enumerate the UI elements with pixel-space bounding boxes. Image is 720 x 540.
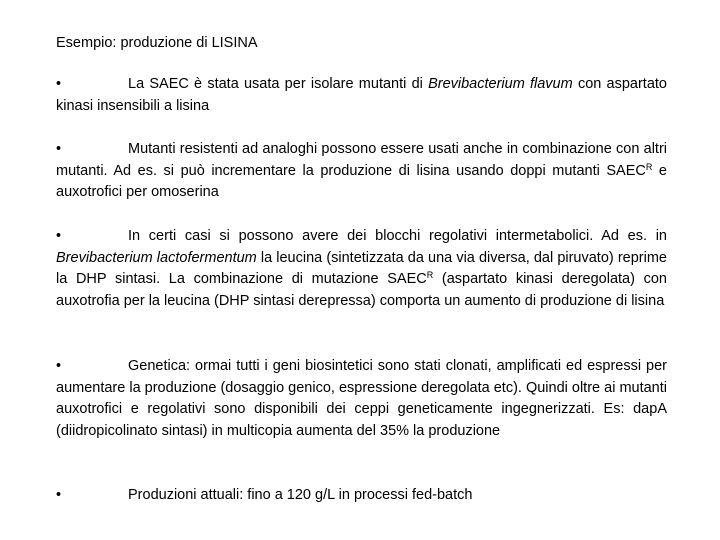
paragraph-text: Produzioni attuali: fino a 120 g/L in processi fed-batch [128, 487, 473, 503]
page-title: Esempio: produzione di LISINA [56, 35, 258, 51]
paragraph-text: la leucina (sintetizzata da una via diversa, dal piruvato) reprime la DHP sintasi. La combinazione di mutazione SAEC [56, 249, 667, 287]
paragraph-text: (aspartato kinasi deregolata) con auxotrofia per la leucina (DHP sintasi derepressa) comporta un aumento di produzione di lisina [56, 271, 667, 309]
paragraph-resistant-mutants [56, 139, 667, 204]
paragraph-text: La SAEC è stata usata per isolare mutanti di [128, 76, 429, 92]
superscript: R [426, 270, 434, 280]
paragraph-text: Genetica: ormai tutti i geni biosintetici sono stati clonati, amplificati ed espressi per aumentare la produzione (dosaggio genico, espressione deregolata etc). Quindi oltre ai mutanti auxotrofici e regolativi sono disponibili dei ceppi geneticamente ingegnerizzati. Es: dapA (diidropicolinato sintasi) in multicopia aumenta del 35% la produzione [56, 358, 667, 439]
paragraph-saec-isolation [56, 74, 667, 117]
superscript: R [645, 161, 653, 172]
bullet: • [56, 76, 62, 92]
paragraph-text: Mutanti resistenti ad analoghi possono essere usati anche in combinazione con altri mutanti. Ad es. si può incrementare la produzione di lisina usando doppi mutanti SAEC [56, 141, 667, 179]
bullet: • [56, 228, 62, 244]
paragraph-text: e auxotrofici per omoserina [56, 162, 667, 200]
bullet: • [56, 487, 62, 503]
paragraph-text: In certi casi si possono avere dei blocchi regolativi intermetabolici. Ad es. in [128, 228, 667, 244]
paragraph-current-production [56, 485, 667, 507]
bullet: • [56, 358, 62, 374]
paragraph-genetics [56, 356, 667, 442]
species-name: Brevibacterium lactofermentum [56, 249, 257, 266]
species-name: Brevibacterium flavum [428, 76, 573, 92]
paragraph-text: con aspartato kinasi insensibili a lisina [56, 76, 667, 114]
paragraph-regulatory-blocks [56, 226, 667, 312]
bullet: • [56, 141, 62, 157]
